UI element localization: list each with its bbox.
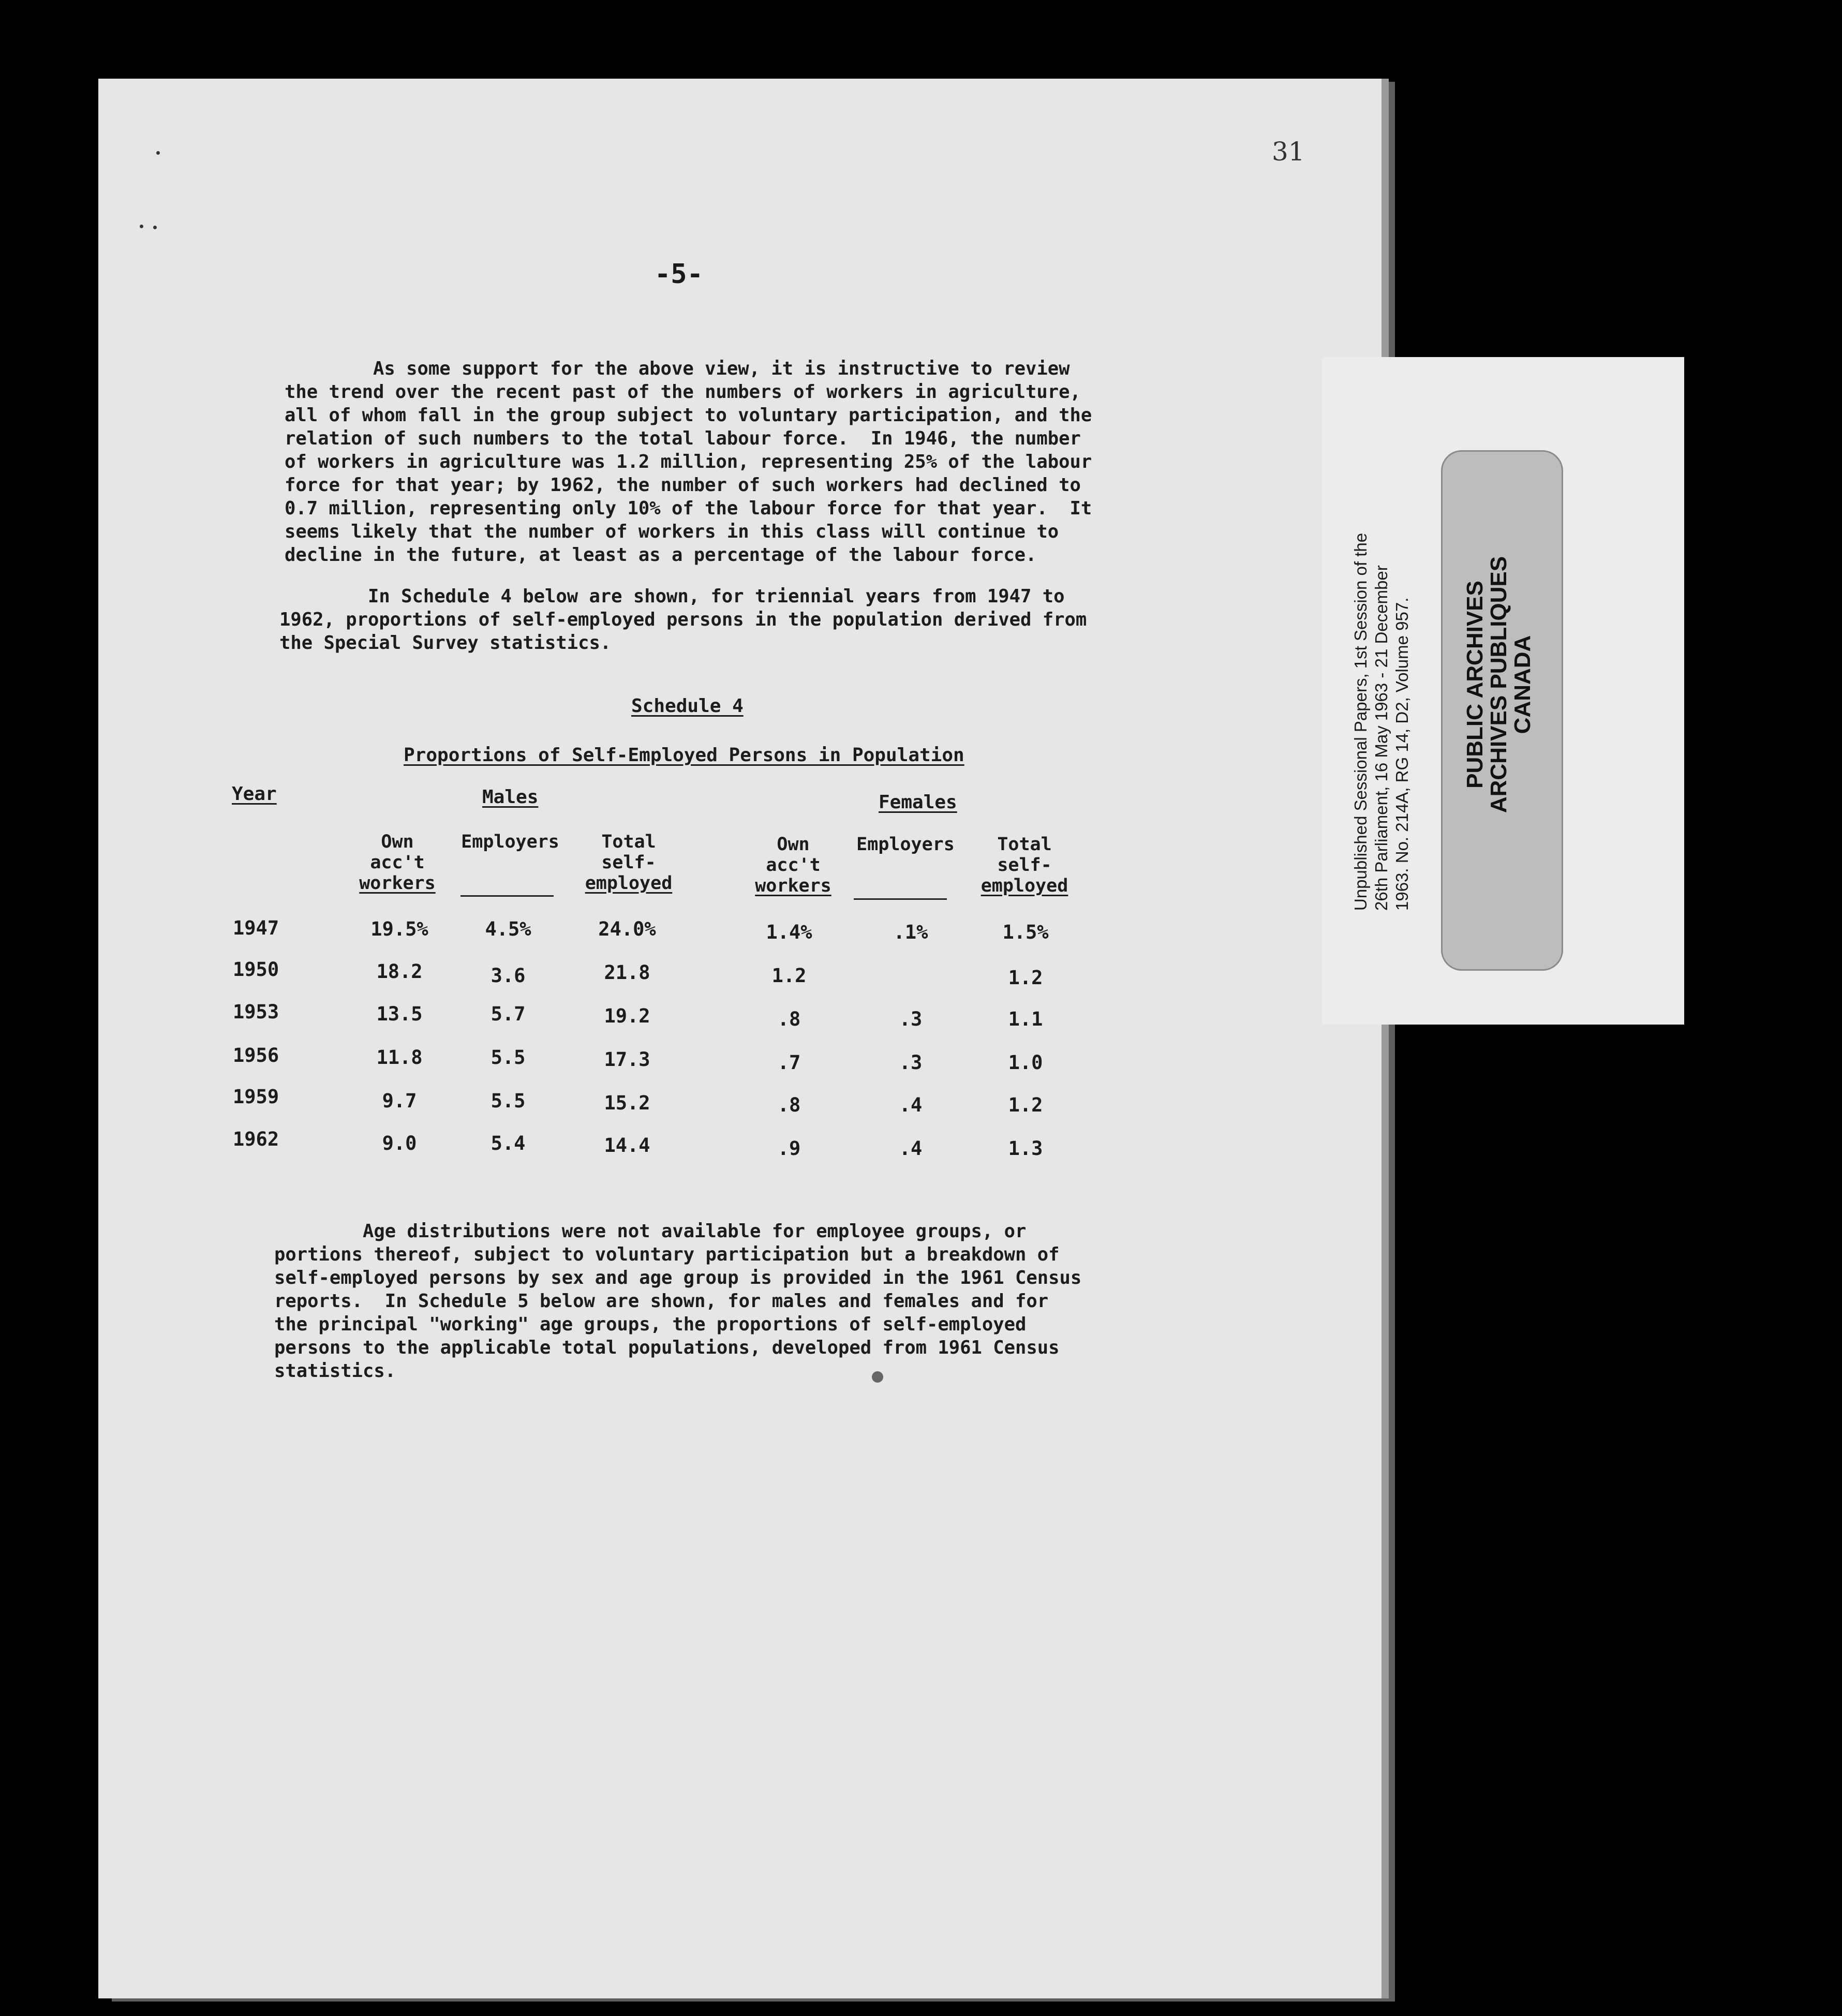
cell-females-own: .8 [777,1094,801,1116]
cell-males-employers: 5.7 [491,1003,526,1025]
cell-males-own: 9.7 [382,1090,417,1112]
cell-females-employers: .4 [899,1094,923,1116]
males-total-header: Total self- employed [585,832,673,894]
stamp-line: PUBLIC ARCHIVES [1462,581,1488,789]
page-number: -5- [655,259,703,290]
cell-males-own: 9.0 [382,1132,417,1154]
cell-females-total: 1.1 [1008,1008,1043,1030]
cell-year: 1956 [233,1044,279,1066]
archive-label-card [1322,357,1684,1025]
males-own-account-header: Own acc't workers [359,832,436,894]
cell-females-own: .8 [777,1008,801,1030]
females-own-account-header: Own acc't workers [755,834,831,896]
cell-females-total: 1.0 [1008,1051,1043,1074]
cell-males-employers: 4.5% [485,918,531,940]
cell-females-total: 1.2 [1008,1094,1043,1116]
archives-stamp [1441,450,1563,971]
cell-males-total: 17.3 [604,1048,650,1071]
page-speck [156,151,160,155]
cell-year: 1947 [233,917,279,939]
cell-males-employers: 5.5 [491,1090,526,1112]
handwritten-page-number: 31 [1272,137,1305,167]
cell-females-employers: .1% [893,921,928,943]
cell-males-own: 13.5 [376,1003,423,1025]
cell-females-own: 1.4% [766,921,812,943]
males-header: Males [482,787,539,808]
schedule-subtitle: Proportions of Self-Employed Persons in Population [404,745,964,766]
cell-males-own: 19.5% [370,918,428,940]
cell-females-own: .9 [777,1137,801,1160]
header-rule [854,898,947,900]
archive-reference-text: Unpublished Sessional Papers, 1st Session of the 26th Parliament, 16 May 1963 - 21 December 1963. No. 214A, RG 14, D2, Volume 957. [1351,532,1412,911]
cell-year: 1953 [233,1001,279,1023]
males-employers-header: Employers [461,832,559,852]
cell-females-employers: .4 [899,1137,923,1160]
cell-females-total: 1.3 [1008,1137,1043,1160]
cell-females-employers: .3 [899,1051,923,1074]
cell-females-total: 1.5% [1002,921,1049,943]
paragraph-age-distributions: Age distributions were not available for employee groups, or portions thereof, subject to voluntary participation but a breakdown of self-employed persons by sex and age group is provided in the 1961 Census reports. In Schedule 5 below are shown, for males and females and for the principal "working" age groups, the proportions of self-employed persons to the applicable total populations, developed from 1961 Census statistics. [274,1221,1082,1382]
page-speck [140,225,143,228]
year-header: Year [232,783,277,805]
cell-males-total: 15.2 [604,1092,650,1114]
cell-year: 1959 [233,1086,279,1108]
cell-males-employers: 3.6 [491,965,526,987]
stamp-line: CANADA [1510,635,1535,734]
document-page [98,79,1382,1998]
paragraph-schedule-intro: In Schedule 4 below are shown, for triennial years from 1947 to 1962, proportions of self-employed persons in the population derived from the Special Survey statistics. [279,586,1087,654]
cell-males-total: 21.8 [604,961,650,984]
cell-year: 1950 [233,958,279,981]
schedule-title: Schedule 4 [631,695,744,717]
cell-females-own: .7 [777,1051,801,1074]
cell-females-own: 1.2 [771,965,807,987]
cell-males-employers: 5.5 [491,1046,526,1069]
females-header: Females [879,792,957,813]
cell-females-total: 1.2 [1008,967,1043,989]
cell-males-own: 11.8 [376,1046,423,1069]
females-total-header: Total self- employed [981,834,1068,896]
cell-males-employers: 5.4 [491,1132,526,1154]
cell-males-total: 14.4 [604,1134,650,1157]
cell-males-total: 24.0% [598,918,656,940]
females-employers-header: Employers [856,834,955,855]
page-speck [153,226,157,229]
cell-males-total: 19.2 [604,1005,650,1027]
page-speck [872,1371,883,1383]
cell-year: 1962 [233,1128,279,1150]
stamp-line: ARCHIVES PUBLIQUES [1486,556,1511,813]
cell-males-own: 18.2 [376,960,423,983]
paragraph-agriculture-trend: As some support for the above view, it is instructive to review the trend over the recent past of the numbers of workers in agriculture, all of whom fall in the group subject to voluntary participation, and the relation of such numbers to the total labour force. In 1946, the number of workers in agriculture was 1.2 million, representing 25% of the labour force for that year; by 1962, the number of such workers had declined to 0.7 million, representing only 10% of the labour force for that year. It seems likely that the number of workers in this class will continue to decline in the future, at least as a percentage of the labour force. [285,358,1092,566]
header-rule [460,895,554,897]
cell-females-employers: .3 [899,1008,923,1030]
